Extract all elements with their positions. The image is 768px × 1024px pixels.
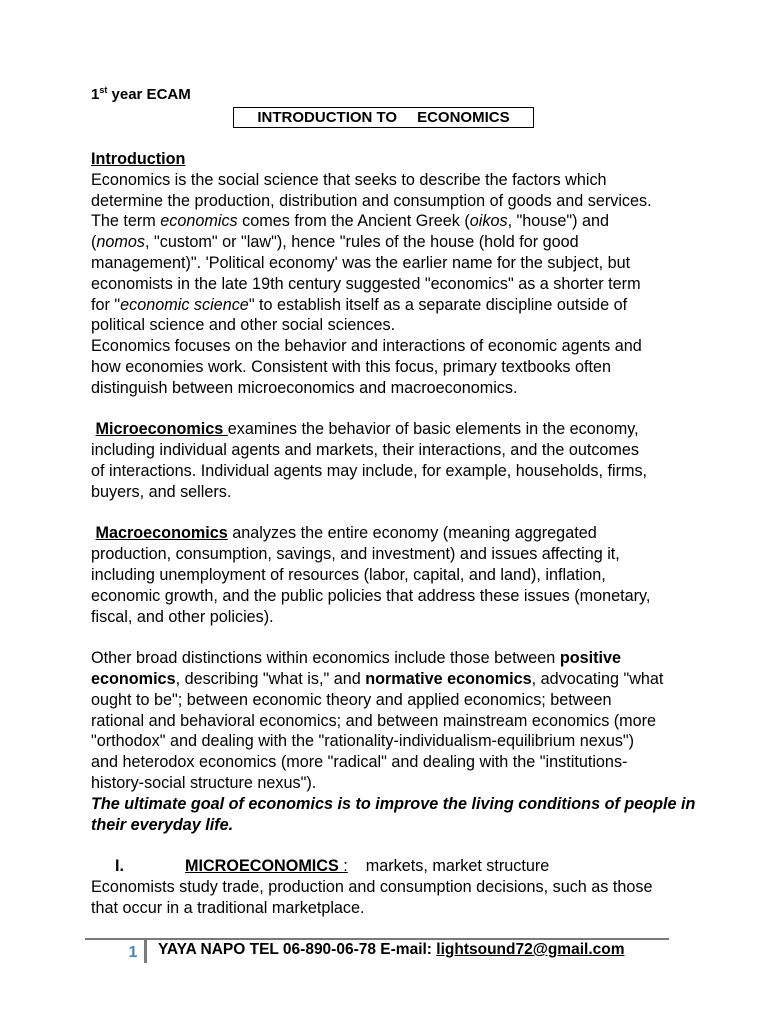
body-line: "orthodox" and dealing with the "rationality-individualism-equilibrium nexus") [91, 732, 635, 751]
body-line: Economists study trade, production and consumption decisions, such as those [91, 877, 653, 896]
year-superscript: st [99, 85, 108, 95]
body-line: ought to be"; between economic theory and applied economics; between [91, 690, 612, 709]
document-title-box [233, 107, 534, 128]
body-line: buyers, and sellers. [91, 482, 232, 501]
body-line: and heterodox economics (more "radical" and dealing with the "institutions- [91, 753, 628, 772]
section-number: I. [115, 857, 124, 876]
body-line: that occur in a traditional marketplace. [91, 898, 365, 917]
title-part-2: ECONOMICS [417, 109, 510, 126]
body-line: fiscal, and other policies). [91, 607, 274, 626]
body-line: production, consumption, savings, and investment) and issues affecting it, [91, 545, 620, 564]
title-part-1: INTRODUCTION TO [257, 109, 398, 126]
body-line: economic growth, and the public policies that address these issues (monetary, [91, 586, 651, 605]
macro-paragraph-start: Macroeconomics analyzes the entire economy (meaning aggregated [95, 524, 597, 543]
body-line: economists in the late 19th century suggested "economics" as a shorter term [91, 274, 641, 293]
microeconomics-term: Microeconomics [95, 420, 228, 439]
goal-line: The ultimate goal of economics is to improve the living conditions of people in [91, 794, 696, 813]
section-heading: I. MICROECONOMICS : markets, market structure [91, 856, 681, 877]
body-line: Economics is the social science that seeks to describe the factors which [91, 170, 607, 189]
body-line: (nomos, "custom" or "law"), hence "rules of the house (hold for good [91, 233, 579, 252]
body-line: The term economics comes from the Ancient Greek (oikos, "house") and [91, 212, 610, 231]
micro-paragraph-start: Microeconomics examines the behavior of basic elements in the economy, [95, 420, 639, 439]
goal-line: their everyday life. [91, 815, 234, 834]
body-line: rational and behavioral economics; and between mainstream economics (more [91, 711, 657, 730]
section-title: MICROECONOMICS [185, 857, 344, 876]
body-line: determine the production, distribution and consumption of goods and services. [91, 191, 652, 210]
footer-separator [144, 939, 147, 963]
macroeconomics-term: Macroeconomics [95, 524, 228, 543]
body-line: for "economic science" to establish itself as a separate discipline outside of [91, 295, 628, 314]
body-line: Other broad distinctions within economics include those between positive [91, 649, 621, 668]
year-suffix: year ECAM [107, 86, 191, 103]
document-body [91, 149, 696, 918]
email-link[interactable]: lightsound72@gmail.com [436, 941, 625, 958]
body-line: economics, describing "what is," and normative economics, advocating "what [91, 669, 664, 688]
body-line: including individual agents and markets, their interactions, and the outcomes [91, 441, 639, 460]
footer-contact-text: YAYA NAPO TEL 06-890-06-78 E-mail: [158, 941, 437, 958]
year-prefix: 1 [91, 86, 100, 103]
body-line: management)". 'Political economy' was the earlier name for the subject, but [91, 253, 631, 272]
section-subtitle: markets, market structure [365, 857, 550, 876]
intro-heading: Introduction [91, 150, 186, 168]
footer-divider [85, 938, 669, 940]
footer-contact [158, 941, 625, 959]
body-line: political science and other social sciences. [91, 316, 396, 335]
page-number: 1 [128, 944, 138, 961]
body-line: distinguish between microeconomics and macroeconomics. [91, 378, 518, 397]
body-line: Economics focuses on the behavior and interactions of economic agents and [91, 337, 642, 356]
body-line: including unemployment of resources (labor, capital, and land), inflation, [91, 565, 606, 584]
body-line: history-social structure nexus"). [91, 773, 317, 792]
course-year [91, 86, 191, 103]
body-line: of interactions. Individual agents may include, for example, households, firms, [91, 461, 648, 480]
body-line: how economies work. Consistent with this focus, primary textbooks often [91, 357, 612, 376]
